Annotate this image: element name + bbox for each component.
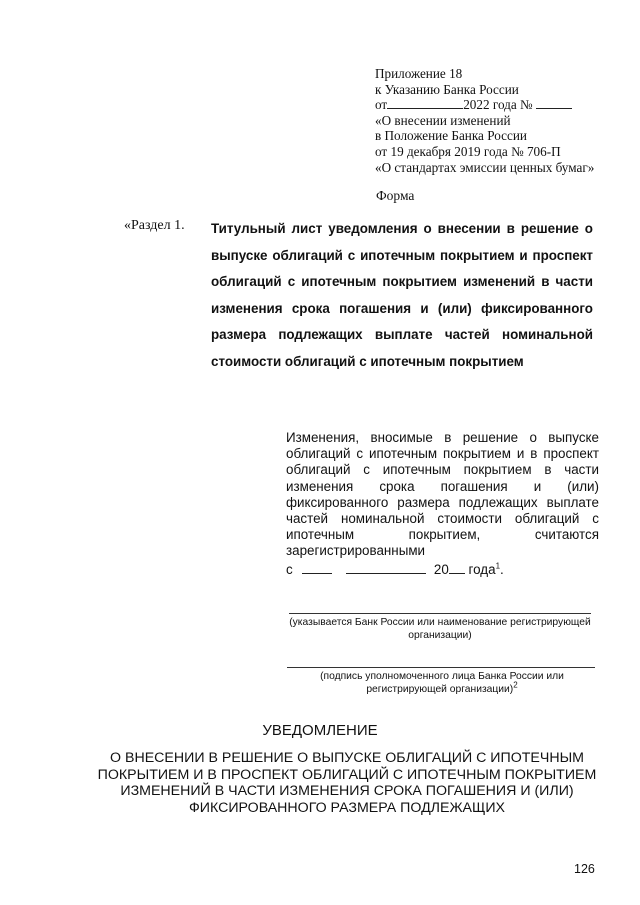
date-prefix: от <box>375 97 388 113</box>
notice-title: УВЕДОМЛЕНИЕ <box>262 722 378 739</box>
appendix-date-line <box>375 97 625 113</box>
registration-block <box>286 430 599 578</box>
footnote-2-marker: 2 <box>513 680 518 690</box>
bank-name-caption: (указывается Банк России или наименование регистрирующей организации) <box>289 617 591 641</box>
registration-month-blank <box>346 561 426 574</box>
date-year: 2022 года № <box>463 97 533 113</box>
registration-year-prefix: 20 <box>433 561 449 577</box>
registration-date-line: с 20 года$^1$. <box>286 561 504 577</box>
registration-date-prefix: с <box>286 561 293 577</box>
number-redaction-blank <box>536 97 572 109</box>
registration-text: Изменения, вносимые в решение о выпуске облигаций с ипотечным покрытием и в проспект облигаций с ипотечным покрытием в части изменения срока погашения и (или) фиксированного размера подлежащих выплате частей номинальной стоимости облигаций с ипотечным покрытием, считаются зарегистрированными <box>286 430 599 559</box>
signature-caption-block <box>300 671 584 696</box>
registration-day-blank <box>302 561 332 574</box>
registration-year-suffix: года <box>468 561 496 577</box>
section-label: «Раздел 1. <box>124 218 185 233</box>
registration-year-blank <box>449 561 465 574</box>
signature-line <box>287 667 595 668</box>
appendix-instruction-ref: к Указанию Банка России <box>375 81 519 97</box>
signature-caption: (подпись уполномоченного лица Банка России или регистрирующей организации) <box>320 671 564 695</box>
appendix-header <box>375 66 625 175</box>
footnote-1-marker: 1 <box>495 561 501 571</box>
form-label: Форма <box>376 188 415 203</box>
appendix-number: Приложение 18 <box>375 66 463 81</box>
appendix-regulation-date: от 19 декабря 2019 года № 706-П <box>375 143 561 159</box>
date-day-blank <box>387 97 407 109</box>
page-number: 126 <box>574 862 595 876</box>
section-title: Титульный лист уведомления о внесении в решение о выпуске облигаций с ипотечным покрытием и проспект облигаций с ипотечным покрытием изменений в части изменения срока погашения и (или) фиксированного размера подлежащих выплате частей номинальной стоимости облигаций с ипотечным покрытием <box>211 221 593 369</box>
date-month-blank <box>429 97 463 109</box>
date-redaction-blank <box>407 97 429 109</box>
appendix-regulation-line: в Положение Банка России <box>375 128 527 144</box>
notice-subtitle: О ВНЕСЕНИИ В РЕШЕНИЕ О ВЫПУСКЕ ОБЛИГАЦИЙ С ИПОТЕЧНЫМ ПОКРЫТИЕМ И В ПРОСПЕКТ ОБЛИГАЦИЙ С ИПОТЕЧНЫМ ПОКРЫТИЕМ ИЗМЕНЕНИЙ В ЧАСТИ ИЗМЕНЕНИЯ СРОКА ПОГАШЕНИЯ И (ИЛИ) ФИКСИРОВАННОГО РАЗМЕРА ПОДЛЕЖАЩИХ <box>97 750 597 816</box>
appendix-title-line: «О внесении изменений <box>375 112 511 128</box>
appendix-regulation-title: «О стандартах эмиссии ценных бумаг» <box>375 159 595 175</box>
bank-name-line <box>289 613 591 614</box>
